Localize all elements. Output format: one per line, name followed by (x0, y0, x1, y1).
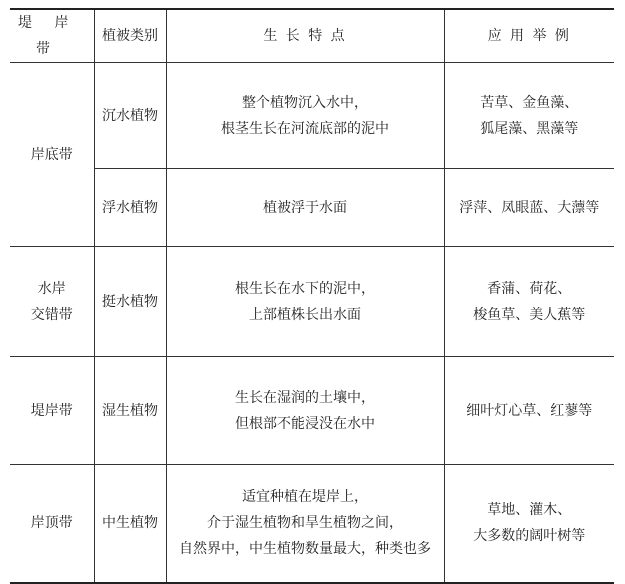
examples-line: 狐尾藻、黑藻等 (480, 120, 579, 137)
features-line: 生长在湿润的土壤中， (235, 389, 375, 406)
features-cell (166, 465, 444, 583)
features-cell (166, 357, 444, 465)
zone-line: 水岸 (37, 280, 66, 297)
type-cell: 挺水植物 (94, 247, 166, 357)
type-cell: 中生植物 (94, 465, 166, 583)
header-zone-char: 岸 (54, 15, 69, 31)
features-line: 根茎生长在河流底部的泥中 (221, 120, 389, 137)
table-row (10, 357, 614, 465)
zone-cell (10, 247, 94, 357)
features-line: 自然界中，中生植物数量最大，种类也多 (179, 541, 431, 558)
examples-cell (444, 465, 614, 583)
examples-line: 香蒲、荷花、 (487, 280, 572, 297)
table-row (10, 63, 614, 169)
examples-cell (444, 247, 614, 357)
table-header-row (10, 9, 614, 63)
features-cell (166, 247, 444, 357)
header-examples: 应 用 举 例 (444, 9, 614, 63)
examples-cell (444, 63, 614, 169)
features-line: 但根部不能浸没在水中 (235, 415, 375, 432)
zone-line: 堤岸带 (30, 402, 73, 419)
type-cell: 湿生植物 (94, 357, 166, 465)
examples-cell (444, 357, 614, 465)
features-line: 上部植株长出水面 (249, 306, 361, 323)
type-cell: 浮水植物 (94, 169, 166, 247)
features-cell (166, 169, 444, 247)
plant-zone-table (10, 8, 614, 584)
features-line: 根生长在水下的泥中， (235, 280, 375, 297)
table-row (10, 169, 614, 247)
features-cell (166, 63, 444, 169)
examples-cell (444, 169, 614, 247)
features-line: 适宜种植在堤岸上， (242, 489, 368, 506)
examples-line: 苦草、金鱼藻、 (480, 94, 579, 111)
header-zone-char: 堤 (18, 15, 32, 31)
zone-line: 岸顶带 (30, 515, 73, 532)
features-line: 整个植物沉入水中， (242, 94, 368, 111)
features-line: 植被浮于水面 (263, 199, 347, 216)
zone-line: 交错带 (30, 306, 73, 323)
table-row (10, 247, 614, 357)
examples-line: 浮萍、凤眼蓝、大薸等 (459, 199, 600, 216)
examples-line: 草地、灌木、 (487, 502, 572, 519)
header-zone-char: 带 (36, 41, 50, 57)
header-type: 植被类别 (94, 9, 166, 63)
examples-line: 大多数的阔叶树等 (473, 528, 586, 545)
table-row (10, 465, 614, 583)
examples-line: 细叶灯心草、红蓼等 (466, 402, 593, 419)
header-zone (10, 9, 94, 63)
zone-cell (10, 465, 94, 583)
examples-line: 梭鱼草、美人蕉等 (473, 306, 586, 323)
zone-cell (10, 63, 94, 247)
type-cell: 沉水植物 (94, 63, 166, 169)
zone-cell (10, 357, 94, 465)
header-features: 生 长 特 点 (166, 9, 444, 63)
zone-line: 岸底带 (30, 146, 73, 163)
features-line: 介于湿生植物和旱生植物之间， (207, 515, 403, 532)
